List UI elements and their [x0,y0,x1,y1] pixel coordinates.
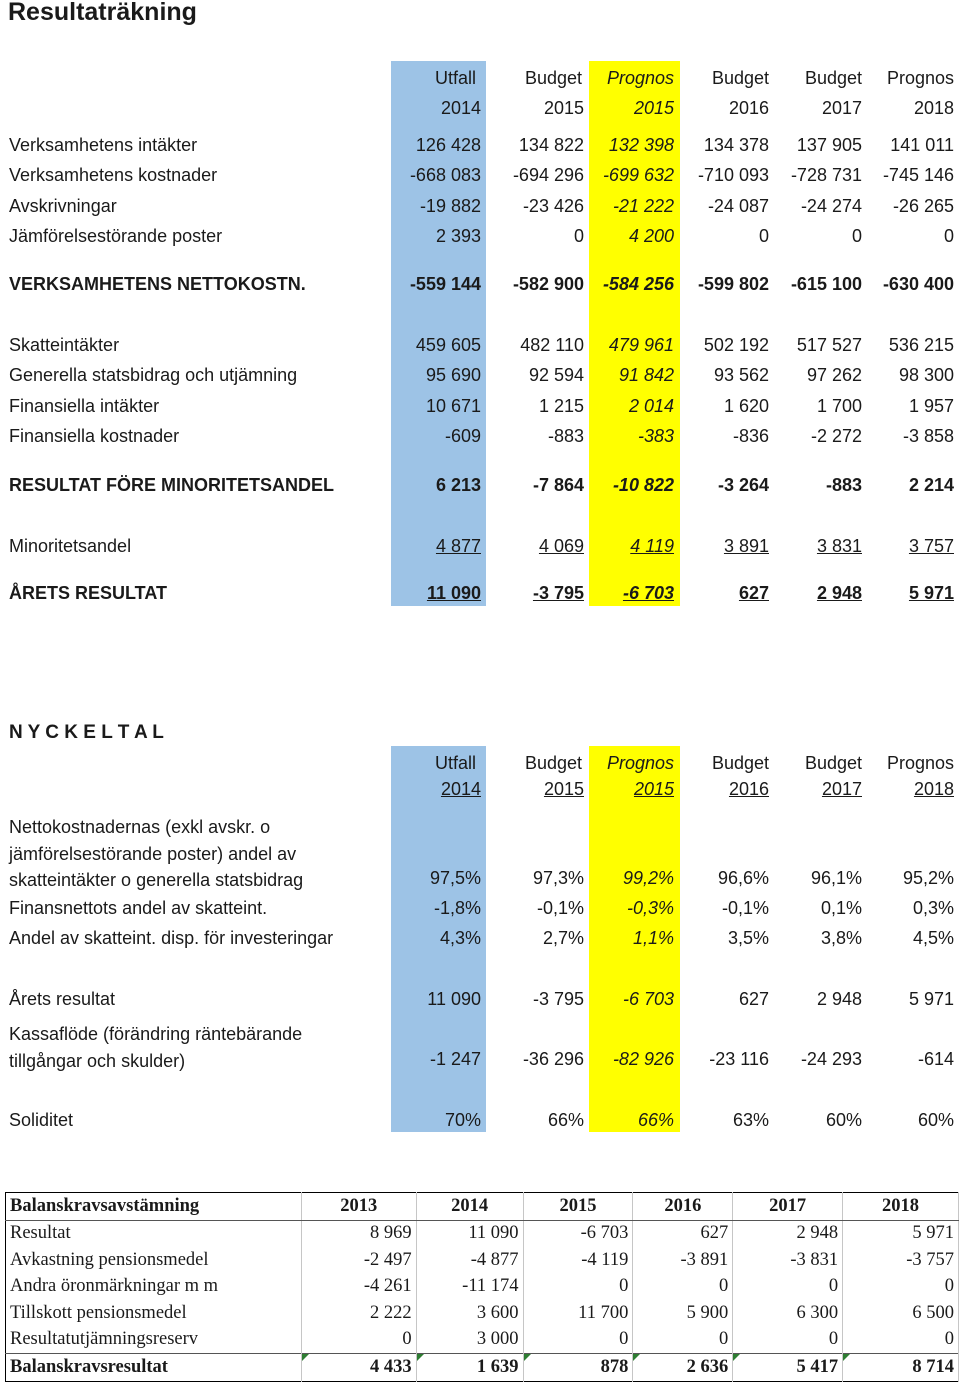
balance-value: 6 500 [843,1300,959,1327]
value-budget-2016: -23 116 [709,1049,769,1069]
value-prognos-2018: 536 215 [888,335,954,355]
balance-header-year: 2013 [301,1193,416,1221]
balance-value: -4 261 [301,1274,416,1301]
row-label: Andel av skatteint. disp. för investeringar [9,928,334,948]
value-budget-2017: -2 272 [810,426,862,446]
nyckeltal-row-investeringar [0,924,960,954]
header-budget-3: Budget [804,753,862,773]
balance-value: 11 090 [416,1220,523,1247]
balance-value: -11 174 [416,1274,523,1301]
header-year-6: 2018 [913,98,954,118]
value-budget-2015: 97,3% [532,868,584,888]
balance-value: 0 [843,1274,959,1301]
balance-value: 3 000 [416,1327,523,1354]
value-utfall-2014: 11 090 [427,989,481,1009]
value-utfall-2014: 4,3% [439,928,481,948]
balance-value: 0 [301,1327,416,1354]
value-prognos-2018: 141 011 [890,135,954,155]
value-budget-2015: 66% [547,1110,584,1130]
value-prognos-2018: 95,2% [902,868,954,888]
value-budget-2015: -23 426 [522,196,584,216]
value-budget-2016: 96,6% [717,868,769,888]
income-row-finansiella-kostnader [0,422,960,452]
value-prognos-2015: 1,1% [632,928,674,948]
balance-total-value [416,1354,523,1382]
header-year-4: 2016 [728,779,769,799]
value-utfall-2014: 4 877 [435,536,481,556]
value-budget-2016: 0 [758,226,769,246]
balance-value: -3 891 [633,1247,733,1274]
value-budget-2017: -24 293 [800,1049,862,1069]
row-label: Verksamhetens kostnader [9,165,218,185]
value-budget-2016: -710 093 [697,165,769,185]
balance-value: 627 [633,1220,733,1247]
value-budget-2015: 0 [573,226,584,246]
balance-value: -4 119 [523,1247,633,1274]
comment-marker-icon [302,1354,309,1361]
balance-row-label: Balanskravsresultat [6,1354,302,1382]
value-budget-2017: -615 100 [790,274,862,294]
nyckeltal-title: N Y C K E L T A L [9,722,164,743]
row-label: Minoritetsandel [9,536,132,556]
balance-header-year: 2014 [416,1193,523,1221]
value-prognos-2018: -614 [917,1049,954,1069]
nyckeltal-row-label-kassaflode: Kassaflöde (förändring räntebärande tillgångar och skulder) [9,1024,303,1071]
row-label: Finansnettots andel av skatteint. [9,898,268,918]
header-prognos-1: Prognos [606,753,674,773]
header-prognos-2: Prognos [886,753,954,773]
value-prognos-2018: 5 971 [908,989,954,1009]
income-row-verksamhetens-nettokostn [0,270,960,300]
balance-row-label: Resultatutjämningsreserv [6,1327,302,1354]
header-budget-3: Budget [804,68,862,88]
balance-header-row [6,1193,959,1221]
balance-value: -3 831 [733,1247,843,1274]
value-budget-2017: 517 527 [796,335,862,355]
value-budget-2015: 1 215 [538,396,584,416]
header-year-2: 2015 [543,779,584,799]
header-year-1: 2014 [440,98,481,118]
value-budget-2015: -883 [547,426,584,446]
balance-value: 5 971 [843,1220,959,1247]
value-budget-2017: -24 274 [800,196,862,216]
value-prognos-2018: -745 146 [882,165,954,185]
balance-row-tillskott [6,1300,959,1327]
value-budget-2016: 93 562 [713,365,769,385]
value-utfall-2014: 459 605 [415,335,481,355]
value-prognos-2015: 479 961 [608,335,674,355]
value-prognos-2015: 2 014 [628,396,674,416]
value-prognos-2015: 99,2% [622,868,674,888]
value-prognos-2015: -699 632 [602,165,674,185]
comment-marker-icon [843,1354,850,1361]
value-budget-2015: -582 900 [512,274,584,294]
balance-total-text: 8 714 [912,1356,954,1377]
balance-row-resultatutjamningsreserv [6,1327,959,1354]
value-budget-2016: 63% [732,1110,769,1130]
value-prognos-2018: 5 971 [908,583,954,603]
value-budget-2015: -36 296 [522,1049,584,1069]
balance-value: 8 969 [301,1220,416,1247]
value-utfall-2014: -668 083 [409,165,481,185]
balance-total-value [633,1354,733,1382]
value-budget-2016: -3 264 [717,475,769,495]
balance-value: 2 222 [301,1300,416,1327]
value-budget-2015: 134 822 [518,135,584,155]
value-budget-2017: 60% [825,1110,862,1130]
row-label: Avskrivningar [9,196,117,216]
value-budget-2017: 0 [851,226,862,246]
value-budget-2016: 3 891 [723,536,769,556]
value-utfall-2014: 11 090 [426,583,481,603]
row-label: Verksamhetens intäkter [9,135,198,155]
value-prognos-2018: -630 400 [882,274,954,294]
value-utfall-2014: 70% [444,1110,481,1130]
page-title: Resultaträkning [8,0,197,26]
comment-marker-icon [524,1354,531,1361]
value-budget-2017: 1 700 [816,396,862,416]
row-label: RESULTAT FÖRE MINORITETSANDEL [9,475,334,495]
nyckeltal-row-finansnetto [0,894,960,924]
value-prognos-2018: -26 265 [892,196,954,216]
balance-value: 0 [733,1327,843,1354]
balance-header-label: Balanskravsavstämning [6,1193,302,1221]
balance-row-label: Avkastning pensionsmedel [6,1247,302,1274]
value-prognos-2015: -0,3% [626,898,674,918]
value-budget-2016: 502 192 [703,335,769,355]
value-prognos-2015: -82 926 [612,1049,674,1069]
balance-total-value [523,1354,633,1382]
row-label: Generella statsbidrag och utjämning [9,365,298,385]
value-budget-2015: -0,1% [536,898,584,918]
income-row-skatteintakter [0,331,960,361]
value-budget-2015: -694 296 [512,165,584,185]
value-prognos-2018: 3 757 [908,536,954,556]
nyckeltal-row-arets-resultat [0,985,960,1015]
balance-row-label: Resultat [6,1220,302,1247]
balance-row-label: Tillskott pensionsmedel [6,1300,302,1327]
value-prognos-2015: -584 256 [602,274,674,294]
balance-value: 0 [633,1327,733,1354]
balance-row-label: Andra öronmärkningar m m [6,1274,302,1301]
balance-value: 2 948 [733,1220,843,1247]
balance-total-text: 5 417 [796,1356,839,1377]
nyckeltal-row-kassaflode [0,1045,960,1075]
header-year-6: 2018 [913,779,954,799]
value-budget-2016: 134 378 [703,135,769,155]
value-utfall-2014: 95 690 [425,365,481,385]
value-budget-2017: 3 831 [816,536,862,556]
header-budget-1: Budget [524,753,582,773]
nyckeltal-row-label-nettokostnader: Nettokostnadernas (exkl avskr. o jämförelsestörande poster) andel av skatteintäkter o generella statsbidrag [9,817,304,890]
balance-header-year: 2017 [733,1193,843,1221]
balance-total-value [733,1354,843,1382]
balance-value: -2 497 [301,1247,416,1274]
value-prognos-2015: 91 842 [618,365,674,385]
header-utfall: Utfall [434,68,476,88]
income-row-generella-statsbidrag [0,361,960,391]
income-row-avskrivningar [0,192,960,222]
value-prognos-2018: -3 858 [902,426,954,446]
value-prognos-2015: -383 [637,426,674,446]
row-label: Finansiella intäkter [9,396,160,416]
value-prognos-2015: -6 703 [622,989,674,1009]
nyckeltal-row-nettokostnader [0,864,960,894]
header-year-4: 2016 [728,98,769,118]
header-year-5: 2017 [821,98,862,118]
row-label: Soliditet [9,1110,74,1130]
row-label: VERKSAMHETENS NETTOKOSTN. [9,274,306,294]
value-prognos-2015: 4 119 [630,536,674,556]
value-prognos-2018: 98 300 [898,365,954,385]
balance-value: 5 900 [633,1300,733,1327]
value-budget-2015: -7 864 [532,475,584,495]
row-label: Årets resultat [9,989,116,1009]
header-prognos-2: Prognos [886,68,954,88]
value-budget-2017: -728 731 [790,165,862,185]
row-label: ÅRETS RESULTAT [9,583,167,603]
balance-value: 0 [843,1327,959,1354]
income-row-minoritetsandel [0,532,960,562]
income-row-resultat-fore-minoritetsandel [0,471,960,501]
balance-row-resultat [6,1220,959,1247]
value-budget-2017: 96,1% [810,868,862,888]
balance-total-text: 2 636 [686,1356,729,1377]
balance-total-text: 4 433 [370,1356,412,1377]
balance-value: 0 [523,1274,633,1301]
header-year-5: 2017 [821,779,862,799]
balance-header-year: 2016 [633,1193,733,1221]
value-budget-2015: -3 795 [532,583,584,603]
value-utfall-2014: -609 [444,426,481,446]
balance-value: 0 [733,1274,843,1301]
value-prognos-2015: -10 822 [612,475,674,495]
balance-row-avkastning [6,1247,959,1274]
value-budget-2015: 4 069 [538,536,584,556]
balance-value: -6 703 [523,1220,633,1247]
row-label: Jämförelsestörande poster [9,226,223,246]
value-prognos-2018: 60% [917,1110,954,1130]
balance-header-year: 2018 [843,1193,959,1221]
value-budget-2015: 482 110 [520,335,584,355]
value-prognos-2018: 0 [943,226,954,246]
balance-value: 11 700 [523,1300,633,1327]
header-budget-2: Budget [711,753,769,773]
value-prognos-2018: 2 214 [908,475,954,495]
header-year-3: 2015 [633,98,674,118]
comment-marker-icon [417,1354,424,1361]
balance-value: -3 757 [843,1247,959,1274]
balance-value: 6 300 [733,1300,843,1327]
header-budget-2: Budget [711,68,769,88]
value-budget-2017: 3,8% [820,928,862,948]
balance-value: 3 600 [416,1300,523,1327]
income-row-finansiella-intakter [0,392,960,422]
value-budget-2016: -599 802 [697,274,769,294]
balance-total-text: 1 639 [476,1356,519,1377]
balance-total-text: 878 [600,1356,629,1377]
value-prognos-2018: 4,5% [912,928,954,948]
value-budget-2017: 2 948 [816,989,862,1009]
value-prognos-2015: -21 222 [612,196,674,216]
value-prognos-2015: 66% [637,1110,674,1130]
header-year-1: 2014 [440,779,481,799]
value-utfall-2014: 10 671 [425,396,481,416]
value-prognos-2015: -6 703 [622,583,674,603]
value-budget-2017: 0,1% [820,898,862,918]
balance-table [5,1192,959,1382]
header-utfall: Utfall [434,753,476,773]
balance-total-value [301,1354,416,1382]
header-prognos-1: Prognos [606,68,674,88]
value-budget-2016: 1 620 [723,396,769,416]
nyckeltal-row-soliditet [0,1106,960,1136]
value-budget-2017: -883 [825,475,862,495]
header-year-3: 2015 [633,779,674,799]
income-row-verksamhetens-kostnader [0,161,960,191]
value-budget-2016: -0,1% [721,898,769,918]
balance-value: 0 [633,1274,733,1301]
value-budget-2015: 92 594 [528,365,584,385]
balance-value: -4 877 [416,1247,523,1274]
value-utfall-2014: -1 247 [429,1049,481,1069]
row-label: Skatteintäkter [9,335,120,355]
income-row-jamforelsestorande-poster [0,222,960,252]
balance-header-year: 2015 [523,1193,633,1221]
value-budget-2016: 627 [738,989,769,1009]
header-budget-1: Budget [524,68,582,88]
value-budget-2015: 2,7% [542,928,584,948]
balance-row-oronmarkningar [6,1274,959,1301]
value-budget-2015: -3 795 [532,989,584,1009]
value-prognos-2015: 132 398 [608,135,674,155]
value-prognos-2018: 0,3% [912,898,954,918]
value-utfall-2014: 6 213 [435,475,481,495]
row-label: Finansiella kostnader [9,426,180,446]
balance-total-value [843,1354,959,1382]
balance-value: 0 [523,1327,633,1354]
value-prognos-2018: 1 957 [908,396,954,416]
value-budget-2017: 137 905 [796,135,862,155]
value-prognos-2015: 4 200 [628,226,674,246]
value-budget-2017: 2 948 [816,583,862,603]
value-utfall-2014: -1,8% [433,898,481,918]
comment-marker-icon [733,1354,740,1361]
comment-marker-icon [633,1354,640,1361]
value-budget-2016: -24 087 [707,196,769,216]
value-utfall-2014: 97,5% [429,868,481,888]
value-utfall-2014: -19 882 [419,196,481,216]
income-row-arets-resultat [0,579,960,609]
value-budget-2017: 97 262 [806,365,862,385]
value-utfall-2014: 126 428 [415,135,481,155]
header-year-2: 2015 [543,98,584,118]
value-utfall-2014: 2 393 [435,226,481,246]
value-budget-2016: 3,5% [727,928,769,948]
balance-row-balanskravsresultat [6,1354,959,1382]
value-utfall-2014: -559 144 [409,274,481,294]
value-budget-2016: 627 [738,583,769,603]
income-row-verksamhetens-intakter [0,131,960,161]
value-budget-2016: -836 [732,426,769,446]
